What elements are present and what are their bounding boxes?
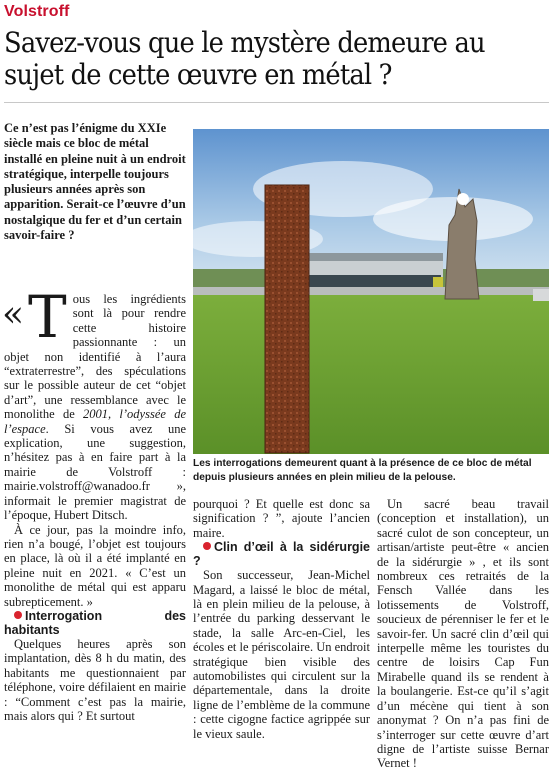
bullet-icon <box>14 611 22 619</box>
kicker-locality: Volstroff <box>4 3 70 20</box>
photo-illustration <box>193 129 549 454</box>
body-column-3 <box>377 497 549 771</box>
body-paragraph: Un sacré beau travail (conception et installation), un sacré culot de son concepteur, un artisan/artiste peut-être « ancien de la sidérurgie » , et ils sont nombreux ces retraités de la Fensch Vallée dans les lotissements de Volstroff, soucieux de pérenniser le fer et le savoir-fer. Un sacré clin d’œil qui interpelle même les touristes du centre de loisirs Cap Fun Mirabelle quand ils se rendent à la boulangerie. Est-ce qu’il s’agit d’un mécène qui tient à son anonymat ? On n’a pas fini de s’interroger sur cette œuvre d’art digne de l’artiste suisse Bernar Vernet ! <box>377 497 549 771</box>
body-column-2 <box>193 497 370 741</box>
bullet-icon <box>203 542 211 550</box>
body-paragraph <box>2 283 186 523</box>
photo-caption: Les interrogations demeurent quant à la présence de ce bloc de métal depuis plusieurs années en plein milieu de la pelouse. <box>193 458 532 483</box>
subhead-text: Clin d’œil à la sidérurgie ? <box>193 540 370 569</box>
paragraph-text: . Si vous avez une explication, une suggestion, n’hésitez pas à en faire part à la mairie de Volstroff : mairie.volstroff@wanadoo.fr », informait le premier magistrat de l’époque, Hubert Ditsch. <box>4 421 186 523</box>
film-title: 2001, l’odyssée de l’espace <box>4 407 186 436</box>
body-paragraph: Quelques heures après son implantation, dès 8 h du matin, des habitants me questionnaient par téléphone, voire défilaient en mairie : “Comment c’est pas la mairie, mais alors qui ? Et surtout <box>4 636 186 723</box>
drop-cap: T <box>28 283 67 351</box>
opening-quote: « <box>2 294 25 335</box>
body-paragraph: pourquoi ? Et quelle est donc sa signification ? ”, ajoute l’ancien maire. <box>193 497 370 540</box>
subhead <box>4 609 186 637</box>
article-photo <box>193 129 549 454</box>
body-paragraph: Son successeur, Jean-Michel Magard, a laissé le bloc de métal, là en plein milieu de la pelouse, à l’entrée du parking desservant le stade, la salle Arc-en-Ciel, les écoles et le périscolaire. Un endroit stratégique bien visible des automobilistes qui circulent sur la départementale, dans la droite ligne de l’emblème de la commune : cette cigogne factice agrippée sur le vieux saule. <box>193 568 371 741</box>
body-paragraph: À ce jour, pas la moindre info, rien n’a bougé, l’objet est toujours en place, là où il a été implanté en pleine nuit en 2021. « C’est un monolithe de métal qui est apparu subrepticement. » <box>4 522 186 609</box>
headline: Savez-vous que le mystère demeure au sujet de cette œuvre en métal ? <box>4 26 485 91</box>
divider <box>4 102 549 103</box>
intro-paragraph: Ce n’est pas l’énigme du XXIe siècle mais ce bloc de métal installé en pleine nuit à un endroit stratégique, interpelle toujours plusieurs années après son apparition. Serait-ce l’œuvre d’un nostalgique du fer et d’un certain savoir-faire ? <box>4 121 186 243</box>
subhead-text: Interrogation des habitants <box>4 608 186 637</box>
subhead <box>193 540 370 568</box>
paragraph-text: ous les ingrédients sont là pour rendre cette histoire passionnante : un objet non identifié à l’aura “extraterrestre”, des spéculations sur le possible auteur de cet “objet d’art”, une ressemblance avec le monolithe de <box>4 292 186 422</box>
body-column-1 <box>2 283 186 723</box>
